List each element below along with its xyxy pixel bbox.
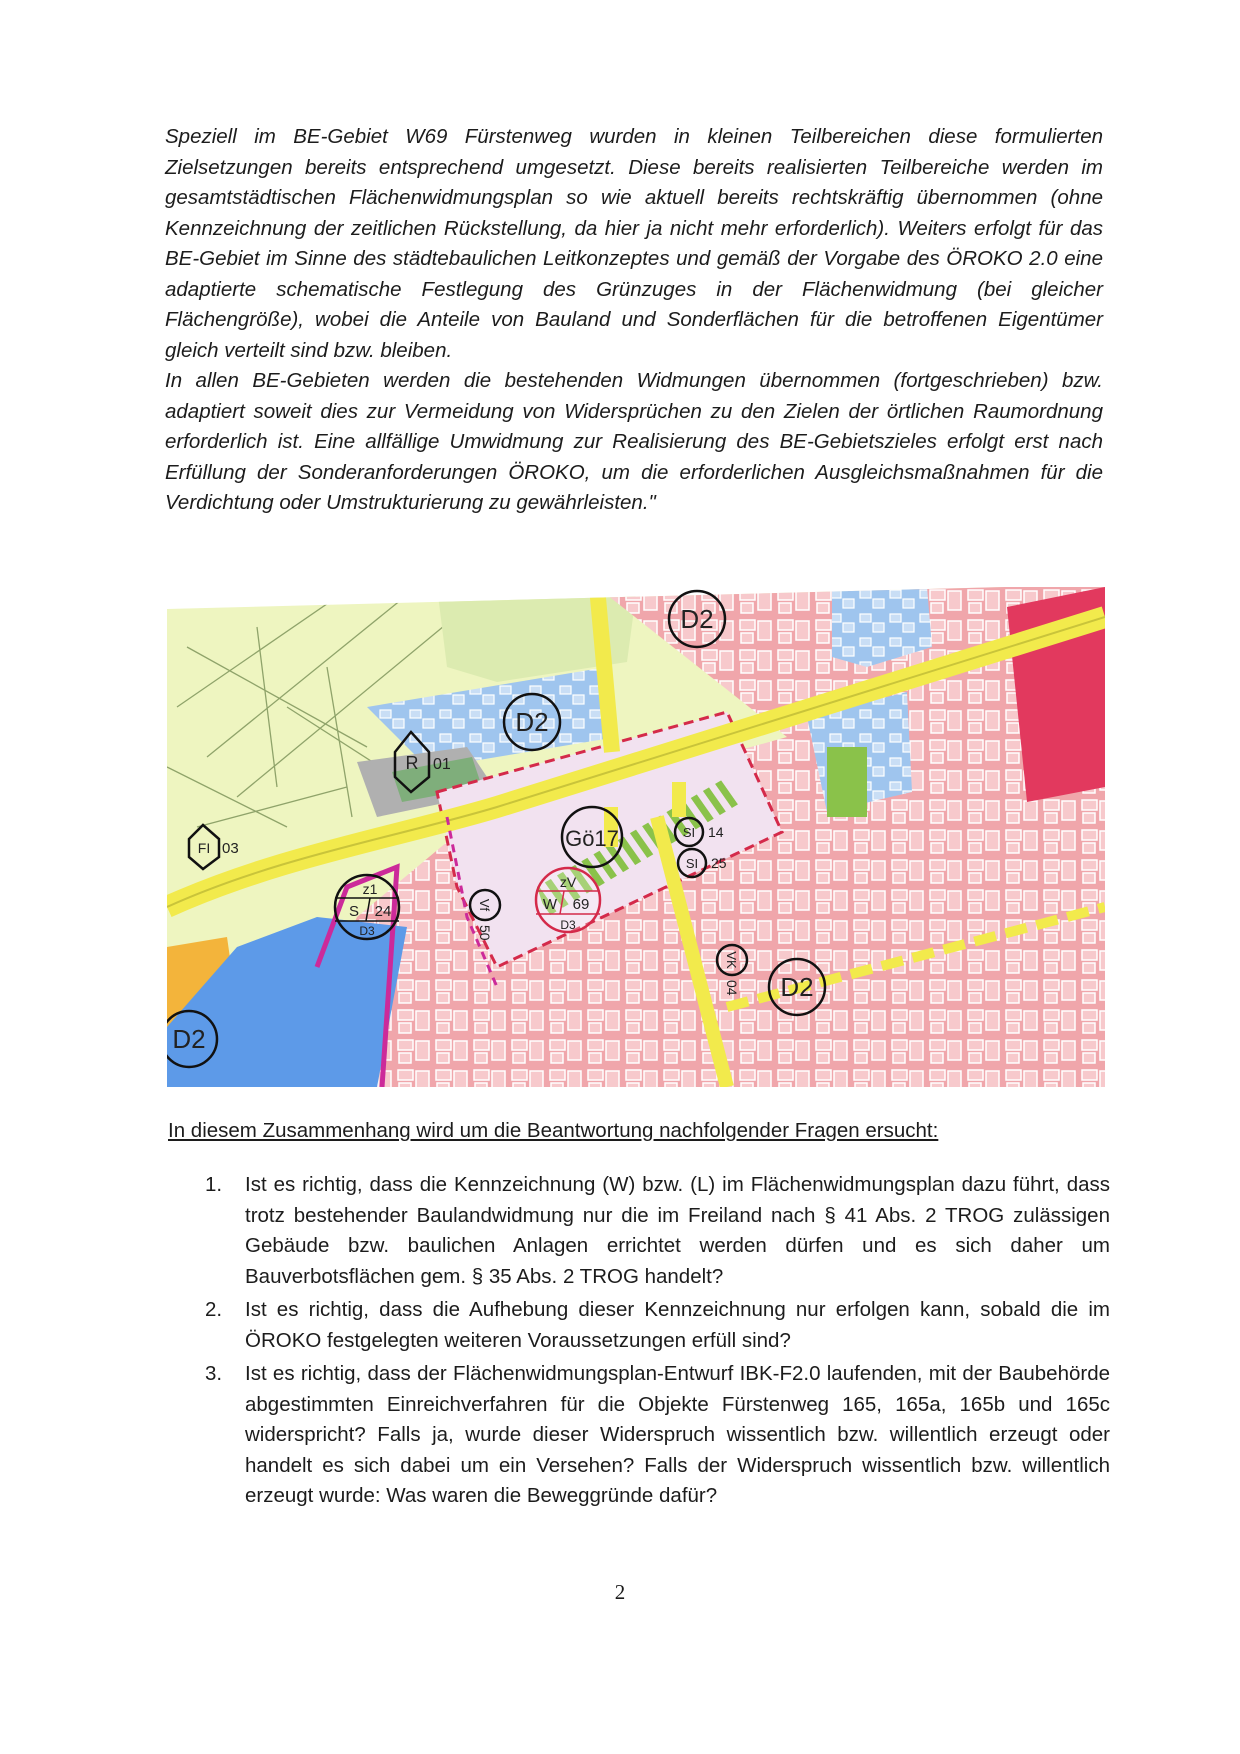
label-vk04-code: VK — [724, 951, 739, 969]
quote-paragraph-2: In allen BE-Gebieten werden die bestehenden Widmungen übernommen (fortgeschrieben) bzw. adaptiert soweit dies zur Vermeidung von Widersprüchen zu den Zielen der örtlichen Raumordnung erforderlich ist. Eine allfällige Umwidmung zur Realisierung des BE-Gebietszieles erfolgt erst nach Erfüllung der Sonderanforderungen ÖROKO, um die erforderlichen Ausgleichsmaßnahmen für die Verdichtung oder Umstrukturierung zu gewährleisten." — [165, 369, 1103, 514]
zoning-map-svg — [167, 587, 1105, 1087]
label-fi03-code: FI — [197, 840, 211, 856]
label-vf50-num: 50 — [477, 925, 493, 941]
label-w69-d3: D3 — [560, 918, 576, 932]
question-list — [205, 1170, 1110, 1515]
question-number: 2. — [205, 1298, 223, 1321]
question-text: Ist es richtig, dass der Flächenwidmungsplan-Entwurf IBK-F2.0 laufenden, mit der Baubehörde abgestimmten Einreichverfahren für die Objekte Fürstenweg 165, 165a, 165b und 165c widerspricht? Falls ja, wurde dieser Widerspruch wissentlich bzw. willentlich erzeugt oder handelt es sich dabei um ein Versehen? Falls der Widerspruch wissentlich bzw. willentlich erzeugt wurde: Was waren die Beweggründe dafür? — [245, 1362, 1110, 1507]
quote-block — [165, 122, 1103, 519]
label-s24-z1: z1 — [362, 881, 378, 897]
zoning-map — [167, 587, 1105, 1087]
label-si25-code: SI — [685, 856, 699, 871]
label-fi03-num: 03 — [222, 840, 239, 857]
page-number: 2 — [614, 1580, 626, 1604]
label-go17-text: Gö17 — [565, 826, 619, 851]
label-si14-num: 14 — [708, 824, 724, 840]
question-number: 3. — [205, 1362, 223, 1385]
question-text: Ist es richtig, dass die Aufhebung dieser Kennzeichnung nur erfolgen kann, sobald die im ÖROKO festgelegten weiteren Voraussetzungen erfüll sind? — [245, 1298, 1110, 1352]
label-w69 — [536, 868, 600, 932]
questions-heading: In diesem Zusammenhang wird um die Beantwortung nachfolgender Fragen ersucht: — [168, 1119, 939, 1142]
label-si25-num: 25 — [711, 855, 727, 871]
label-w69-w: W — [542, 896, 558, 913]
label-w69-num: 69 — [572, 896, 590, 913]
question-text: Ist es richtig, dass die Kennzeichnung (W) bzw. (L) im Flächenwidmungsplan dazu führt, dass trotz bestehender Baulandwidmung nur die im Freiland nach § 41 Abs. 2 TROG zulässigen Gebäude bzw. baulichen Anlagen errichtet werden dürfen und es sich daher um Bauverbotsflächen gem. § 35 Abs. 2 TROG handelt? — [245, 1173, 1110, 1288]
label-s24-d3: D3 — [359, 924, 375, 938]
label-vk04-num: 04 — [724, 980, 740, 996]
label-d2-bottom-left-text: D2 — [172, 1024, 206, 1054]
label-d2-top-text: D2 — [680, 604, 714, 634]
label-s24-num: 24 — [374, 903, 392, 920]
label-vf50-code: Vf — [477, 898, 492, 912]
label-d2-mid-text: D2 — [515, 707, 549, 737]
quote-paragraph-1: Speziell im BE-Gebiet W69 Fürstenweg wurden in kleinen Teilbereichen diese formulierten Zielsetzungen bereits entsprechend umgesetzt. Diese bereits realisierten Teilbereiche werden im gesamtstädtischen Flächenwidmungsplan so wie aktuell bereits rechtskräftig übernommen (ohne Kennzeichnung der zeitlichen Rückstellung, da hier ja nicht mehr erforderlich). Weiters erfolgt für das BE-Gebiet im Sinne des städtebaulichen Leitkonzeptes und gemäß der Vorgabe des ÖROKO 2.0 eine adaptierte schematische Festlegung des Grünzuges in der Flächenwidmung (bei gleicher Flächengröße), wobei die Anteile von Bauland und Sonderflächen für die betroffenen Eigentümer gleich verteilt sind bzw. bleiben. — [165, 125, 1103, 362]
label-r01-code: R — [405, 753, 419, 773]
label-d2-right-text: D2 — [780, 972, 814, 1002]
green-block-east — [827, 747, 867, 817]
question-item — [205, 1295, 1110, 1356]
label-w69-zv: zV — [559, 874, 577, 890]
label-si14-code: SI — [682, 825, 696, 840]
label-s24-s: S — [348, 903, 360, 920]
question-item — [205, 1170, 1110, 1292]
label-r01-num: 01 — [433, 756, 451, 773]
yellow-mark-1 — [672, 782, 686, 817]
question-number: 1. — [205, 1173, 223, 1196]
question-item — [205, 1359, 1110, 1512]
